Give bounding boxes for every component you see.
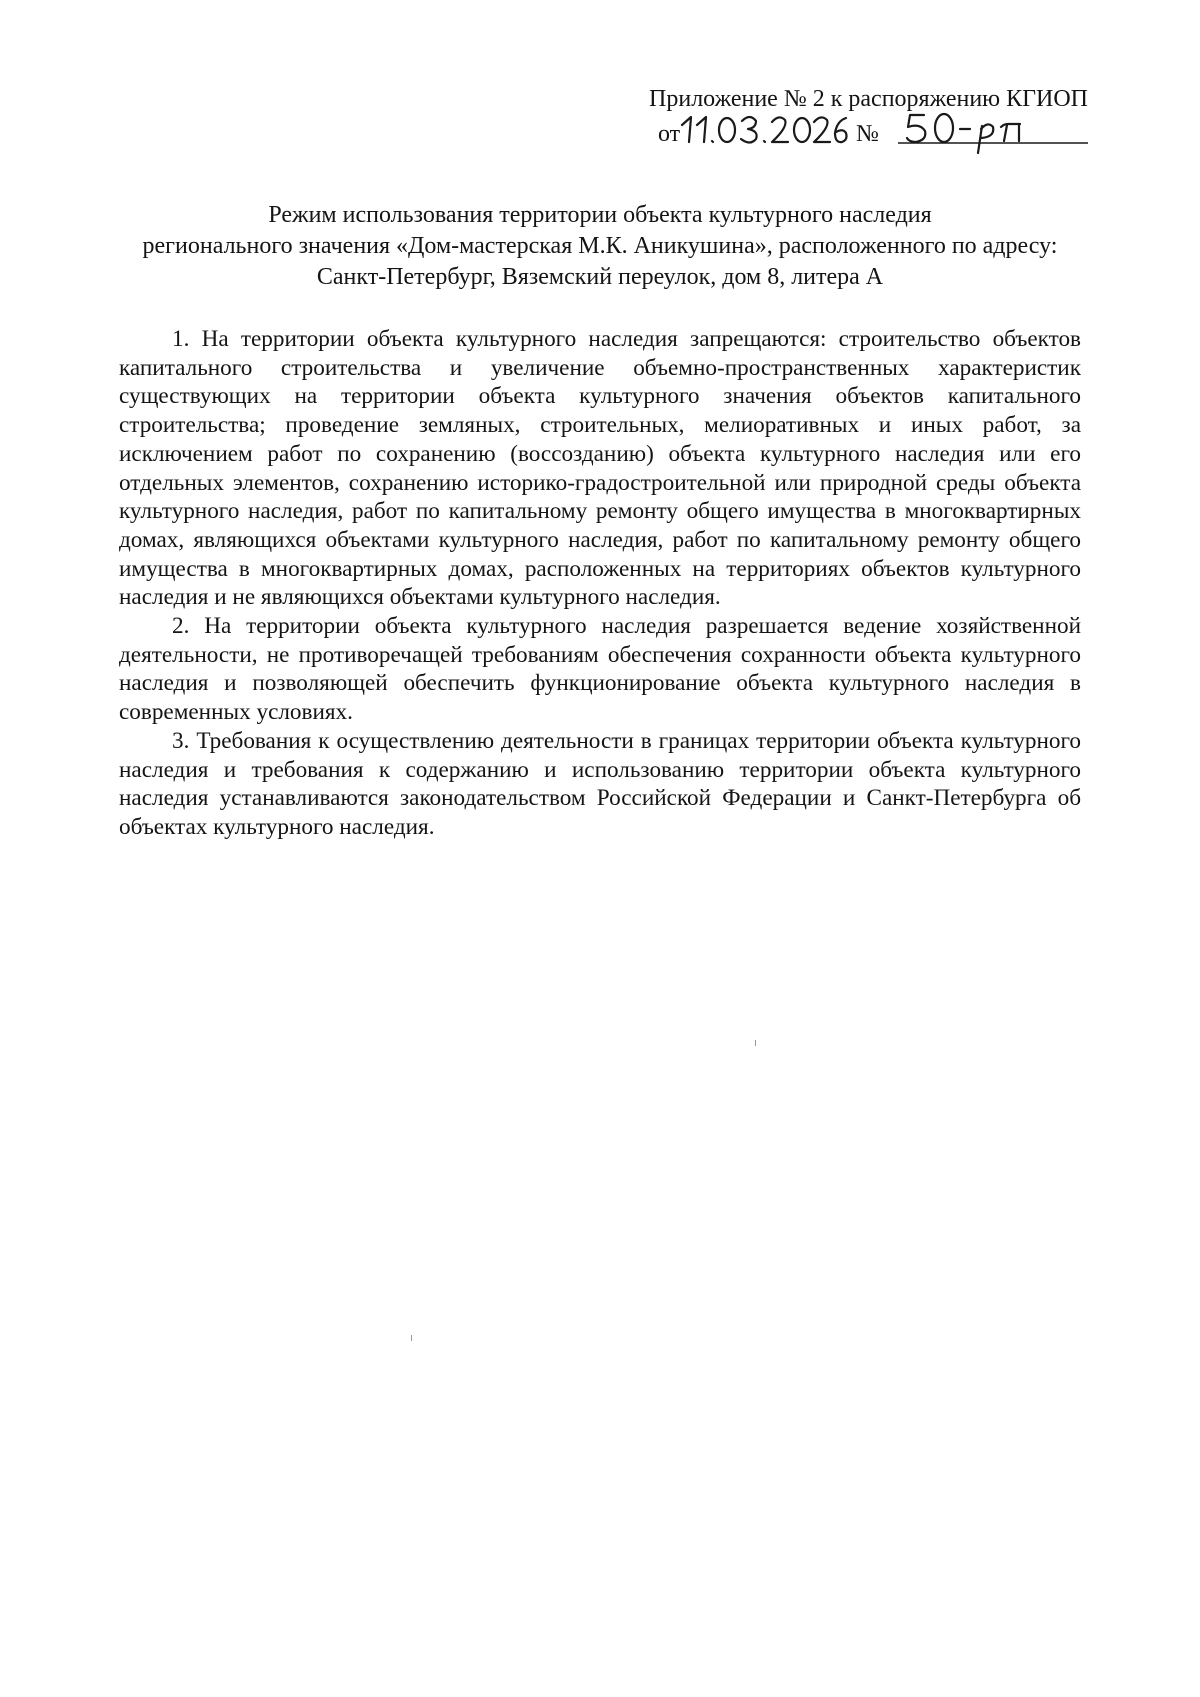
- document-body: [119, 325, 1081, 842]
- paragraph-1: 1. На территории объекта культурного наследия запрещаются: строительство объектов капитального строительства и увеличение объемно-пространственных характеристик существующих на территории объекта культурного значения объектов капитального строительства; проведение земляных, строительных, мелиоративных и иных работ, за исключением работ по сохранению (воссозданию) объекта культурного наследия или его отдельных элементов, сохранению историко-градостроительной или природной среды объекта культурного наследия, работ по капитальному ремонту общего имущества в многоквартирных домах, являющихся объектами культурного наследия, работ по капитальному ремонту общего имущества в многоквартирных домах, расположенных на территориях объектов культурного наследия и не являющихся объектами культурного наследия.: [119, 326, 1081, 611]
- handwritten-number: [898, 107, 1088, 157]
- paragraph-3: 3. Требования к осуществлению деятельности в границах территории объекта культурного наследия и требования к содержанию и использованию территории объекта культурного наследия устанавливаются законодательством Российской Федерации и Санкт-Петербурга об объектах культурного наследия.: [119, 727, 1081, 840]
- appendix-title: Приложение № 2 к распоряжению КГИОП: [649, 86, 1088, 112]
- paragraph-2: 2. На территории объекта культурного наследия разрешается ведение хозяйственной деятельности, не противоречащей требованиям обеспечения сохранности объекта культурного наследия и позволяющей обеспечить функционирование объекта культурного наследия в современных условиях.: [119, 613, 1081, 726]
- title-line-3: Санкт-Петербург, Вяземский переулок, дом 8, литера А: [316, 264, 884, 290]
- title-line-2: регионального значения «Дом-мастерская М.К. Аникушина», расположенного по адресу:: [142, 233, 1058, 259]
- appendix-header: [608, 84, 1088, 153]
- handwritten-date: [678, 109, 848, 149]
- from-label: от: [658, 121, 681, 147]
- scan-speck: [755, 1040, 756, 1046]
- order-reference: [608, 113, 1088, 153]
- title-line-1: Режим использования территории объекта культурного наследия: [268, 202, 932, 228]
- document-title: [100, 200, 1100, 293]
- scan-speck: [411, 1335, 412, 1341]
- number-sign: №: [856, 121, 879, 147]
- handwritten-date-text: [678, 111, 848, 142]
- handwritten-number-text: [898, 109, 1088, 140]
